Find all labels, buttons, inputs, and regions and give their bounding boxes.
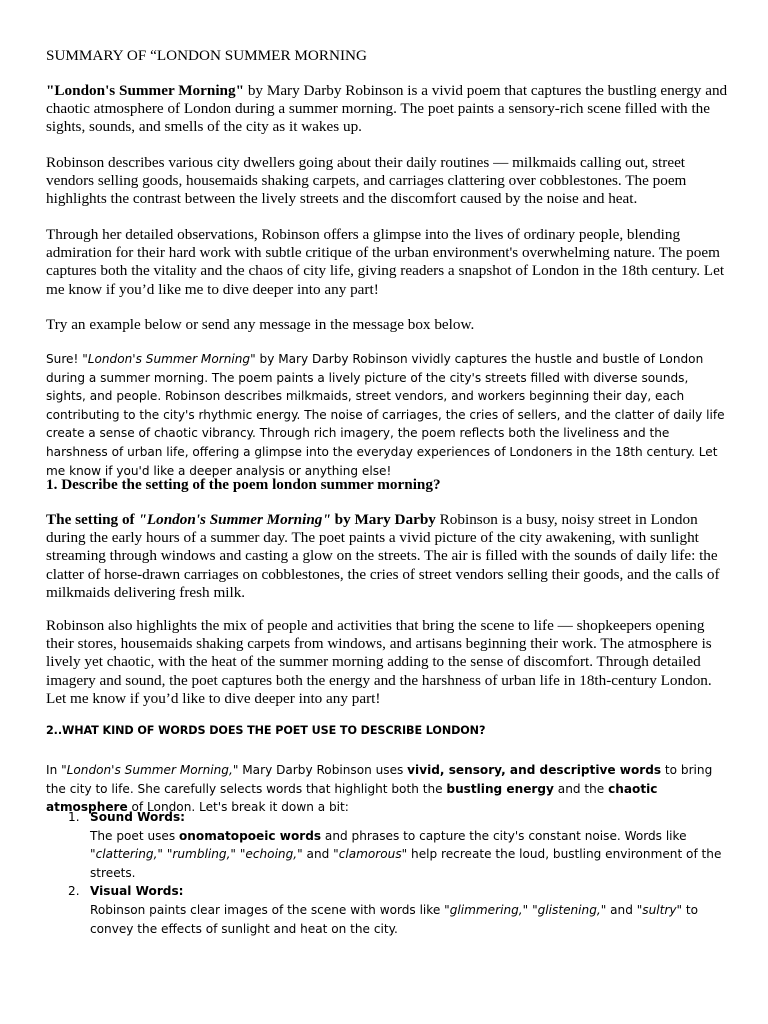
question-1-text: 1. Describe the setting of the poem london summer morning? bbox=[46, 476, 441, 493]
word-types-list bbox=[46, 808, 730, 938]
list-item-body: Robinson paints clear images of the scene with words like "glimmering," "glistening," and "sultry" to convey the effects of sunlight and heat on the city. bbox=[90, 902, 699, 936]
list-item-body: The poet uses onomatopoeic words and phrases to capture the city's constant noise. Words like "clattering," "rumbling," "echoing," and "clamorous" help recreate the loud, bustling environment of the streets. bbox=[90, 828, 722, 880]
word-choice-bold-3: chaotic atmosphere bbox=[46, 781, 658, 815]
sure-lead: Sure! bbox=[46, 352, 83, 366]
document-title: SUMMARY OF “LONDON SUMMER MORNING bbox=[46, 47, 367, 64]
setting-lead-bold: The setting of bbox=[46, 511, 139, 528]
word-choice-text-end: of London. Let's break it down a bit: bbox=[127, 800, 349, 815]
paragraph-sure-summary bbox=[46, 350, 730, 480]
list-item-heading: Sound Words: bbox=[90, 810, 185, 824]
paragraph-people-activities: Robinson also highlights the mix of people and activities that bring the scene to life — shopkeepers opening their stores, housemaids shaking carpets from windows, and artisans beginning their work. The atmosphere is lively yet chaotic, with the heat of the summer morning adding to the sense of discomfort. Through detailed imagery and sound, the poet captures both the energy and the harshness of urban life in 18th-century London. Let me know if you’d like to dive deeper into any part! bbox=[46, 617, 712, 707]
word-choice-text-2: to bring the city to life. She carefully selects words that highlight both the bbox=[46, 763, 713, 796]
word-choice-lead: In bbox=[46, 763, 62, 777]
intro-text: by Mary Darby Robinson is a vivid poem that captures the bustling energy and chaotic atmosphere of London during a summer morning. The poet paints a sensory-rich scene filled with the sights, sounds, and smells of the city as it wakes up. bbox=[46, 82, 728, 136]
setting-text: Robinson is a busy, noisy street in London during the early hours of a summer day. The poet paints a vivid picture of the city awakening, with sunlight streaming through windows and casting a glow on the streets. The air is filled with the sounds of daily life: the clatter of horse-drawn carriages on cobblestones, the cries of street vendors selling their goods, and the calls of milkmaids delivering fresh milk. bbox=[46, 511, 720, 601]
question-1-heading bbox=[46, 476, 441, 494]
sure-text: by Mary Darby Robinson vividly captures the hustle and bustle of London during a summer morning. The poem paints a lively picture of the city's streets filled with diverse sounds, sights, and people. Robinson describes milkmaids, street vendors, and workers beginning their day, each contributing to the city's rhythmic energy. The noise of carriages, the cries of sellers, and the clatter of daily life create a sense of chaotic vibrancy. Through rich imagery, the poem reflects both the liveliness and the harshness of urban life, offering a glimpse into the everyday experiences of Londoners in the 18th century. Let me know if you'd like a deeper analysis or anything else! bbox=[46, 352, 725, 478]
word-choice-text-1: Mary Darby Robinson uses bbox=[238, 763, 408, 777]
list-number: 2. bbox=[68, 884, 80, 899]
poem-title-italic: "London's Summer Morning" bbox=[82, 352, 256, 366]
poem-title-bold: "London's Summer Morning" bbox=[46, 82, 245, 99]
list-item-visual-words bbox=[46, 882, 730, 938]
paragraph-setting bbox=[46, 511, 730, 602]
list-item-heading: Visual Words: bbox=[90, 884, 184, 899]
word-choice-bold-2: bustling energy bbox=[446, 781, 554, 796]
list-number: 1. bbox=[68, 810, 80, 824]
question-2-heading: 2..WHAT KIND OF WORDS DOES THE POET USE TO DESCRIBE LONDON? bbox=[46, 724, 486, 737]
word-choice-bold-1: vivid, sensory, and descriptive words bbox=[407, 763, 662, 777]
paragraph-city-dwellers: Robinson describes various city dwellers going about their daily routines — milkmaids calling out, street vendors selling goods, housemaids shaking carpets, and carriages clattering over cobblestones. The poem highlights the contrast between the lively streets and the discomfort caused by the noise and heat. bbox=[46, 154, 687, 208]
paragraph-try-example: Try an example below or send any message in the message box below. bbox=[46, 316, 475, 333]
list-item-sound-words bbox=[46, 808, 730, 882]
word-choice-title: "London's Summer Morning," bbox=[61, 763, 239, 777]
intro-paragraph bbox=[46, 82, 730, 137]
paragraph-observations: Through her detailed observations, Robinson offers a glimpse into the lives of ordinary people, blending admiration for their hard work with subtle critique of the urban environment's overwhelming nature. The poem captures both the vitality and the chaos of city life, giving readers a snapshot of London in the 18th century. Let me know if you’d like me to dive deeper into any part! bbox=[46, 226, 725, 298]
setting-author-bold: by Mary Darby bbox=[330, 511, 436, 528]
word-choice-text-3: and the bbox=[553, 781, 609, 796]
setting-title-bold-italic: "London's Summer Morning" bbox=[138, 511, 331, 528]
